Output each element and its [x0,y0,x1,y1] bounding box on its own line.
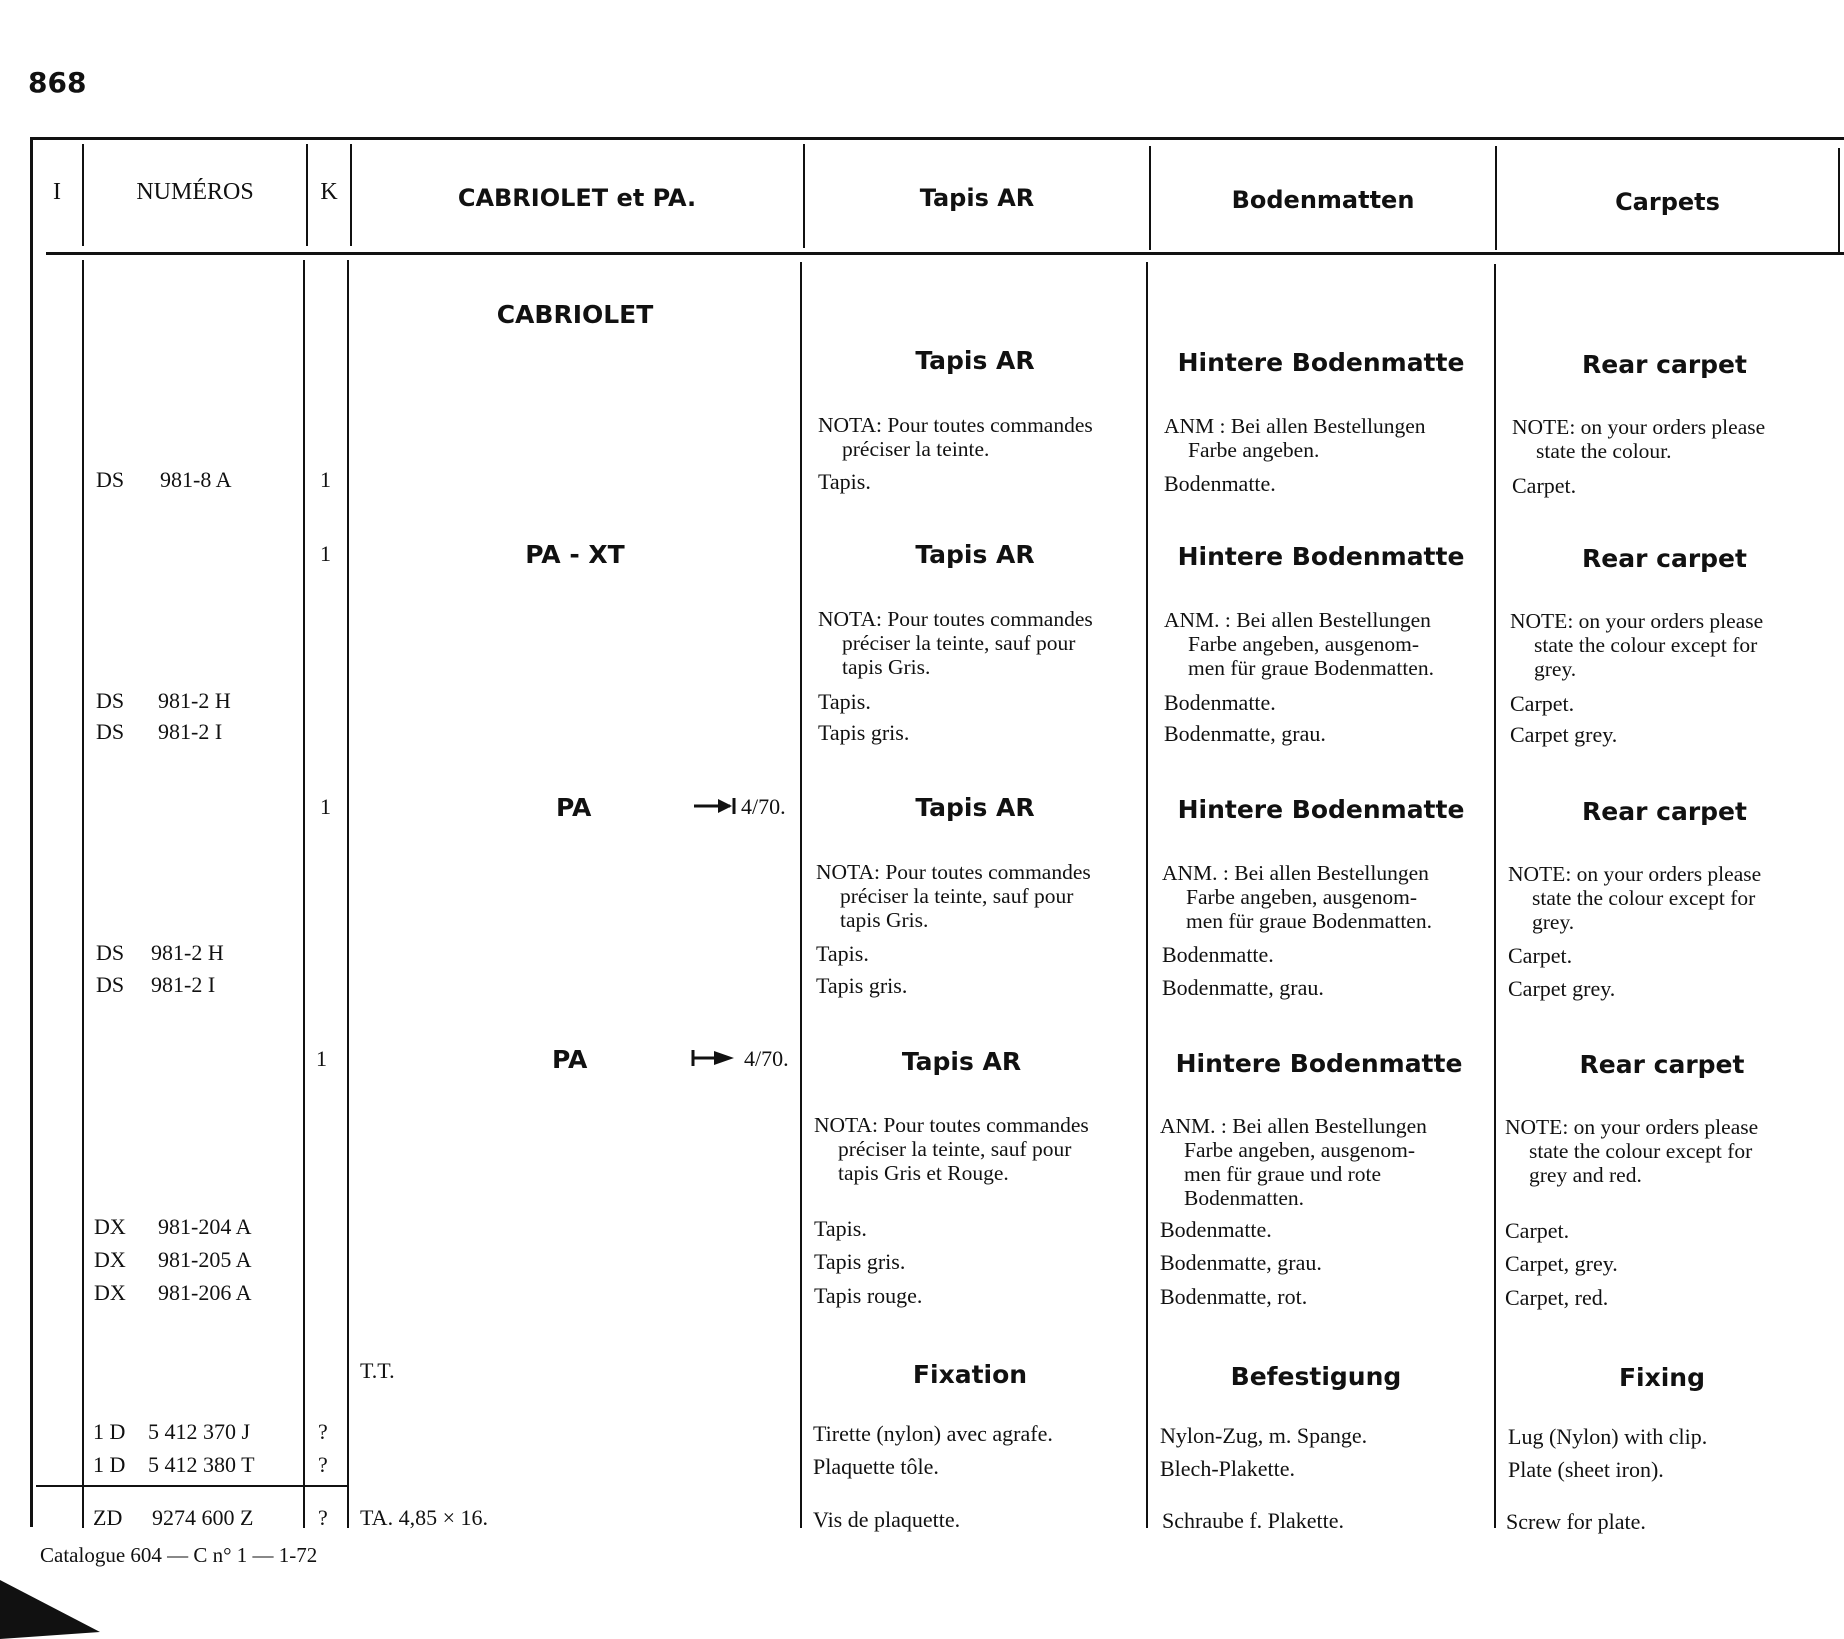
section-title-en: Rear carpet [1582,350,1747,379]
part-number: 981-2 I [151,972,216,997]
col-divider-fr-body [1146,262,1148,1528]
section-title-de: Hintere Bodenmatte [1177,542,1465,571]
header-rule [46,252,1844,255]
part-desc-de: Bodenmatte, rot. [1160,1284,1308,1309]
nota-de: ANM. : Bei allen Bestellungen Farbe angeben, ausgenom- men für graue Bodenmatten. [1162,861,1432,933]
part-desc-de: Schraube f. Plakette. [1162,1508,1345,1533]
header-col-german: Bodenmatten [1231,186,1415,214]
section-title-en: Rear carpet [1582,544,1747,573]
from-date-arrow-icon [690,1048,736,1068]
part-prefix: DS [96,972,125,997]
part-number: 5 412 380 T [148,1452,255,1477]
section-k: 1 [320,541,331,566]
section-title-fr: Tapis AR [915,346,1035,375]
part-desc-de: Bodenmatte, grau. [1160,1250,1322,1275]
nota-de: ANM : Bei allen Bestellungen Farbe angeben. [1164,414,1426,462]
section-k: 1 [320,794,331,819]
part-desc-en: Carpet. [1505,1218,1570,1243]
part-desc-en: Carpet. [1508,943,1573,968]
part-desc-fr: Tapis. [816,941,869,966]
header-col-numeros: NUMÉROS [136,179,254,205]
header-col-model: CABRIOLET et PA. [457,184,697,212]
col-divider-model-body [800,262,802,1528]
col-divider-en [1838,148,1840,252]
col-divider-numeros-body [303,260,305,1528]
nota-fr: NOTA: Pour toutes commandes préciser la teinte. [818,413,1093,461]
col-divider-de-body [1494,264,1496,1528]
section-title-en: Rear carpet [1582,797,1747,826]
header-col-french: Tapis AR [919,184,1035,212]
part-prefix: DX [94,1247,126,1272]
part-number: 5 412 370 J [148,1419,251,1444]
section-k: 1 [316,1046,327,1071]
section-model: PA [556,793,592,822]
header-col-k: K [320,179,338,205]
part-desc-fr: Tirette (nylon) avec agrafe. [813,1421,1053,1446]
part-desc-en: Screw for plate. [1506,1509,1646,1534]
part-k: ? [318,1505,328,1530]
part-prefix: DX [94,1280,126,1305]
section-title-de: Hintere Bodenmatte [1177,795,1465,824]
nota-de: ANM. : Bei allen Bestellungen Farbe angeben, ausgenom- men für graue und rote Bodenmatten. [1160,1114,1427,1210]
part-desc-fr: Tapis rouge. [814,1283,923,1308]
section-title-fr: Tapis AR [915,540,1035,569]
part-number: 981-206 A [158,1280,252,1305]
nota-en: NOTE: on your orders please state the colour except for grey. [1508,862,1762,934]
part-desc-fr: Vis de plaquette. [813,1507,961,1532]
part-number: 981-2 H [158,688,231,713]
nota-en: NOTE: on your orders please state the colour. [1512,415,1766,463]
part-desc-de: Bodenmatte. [1164,471,1276,496]
header-col-i: I [53,179,61,205]
header-col-english: Carpets [1615,188,1720,216]
part-desc-en: Plate (sheet iron). [1508,1457,1664,1482]
part-desc-en: Lug (Nylon) with clip. [1508,1424,1708,1449]
col-divider-i-body [82,260,84,1528]
part-desc-fr: Tapis. [818,689,871,714]
scan-corner-mark [0,1580,110,1639]
section-model: CABRIOLET [496,300,654,329]
last-row-rule [36,1485,348,1487]
section-title-fr: Tapis AR [901,1047,1022,1076]
part-desc-en: Carpet. [1512,473,1577,498]
part-desc-de: Bodenmatte. [1164,690,1276,715]
part-number: 981-205 A [158,1247,252,1272]
fixing-model: T.T. [360,1358,395,1383]
nota-fr: NOTA: Pour toutes commandes préciser la teinte, sauf pour tapis Gris et Rouge. [814,1113,1089,1185]
part-k: 1 [320,467,331,492]
part-desc-de: Bodenmatte. [1160,1217,1272,1242]
part-prefix: DS [96,688,125,713]
nota-de: ANM. : Bei allen Bestellungen Farbe angeben, ausgenom- men für graue Bodenmatten. [1164,608,1434,680]
nota-fr: NOTA: Pour toutes commandes préciser la teinte, sauf pour tapis Gris. [816,860,1091,932]
fixing-title-de: Befestigung [1230,1362,1402,1391]
part-number: 981-2 I [158,719,223,744]
page-number: 868 [28,66,87,99]
part-prefix: 1 D [93,1452,126,1477]
part-number: 981-204 A [158,1214,252,1239]
part-desc-fr: Tapis. [818,469,871,494]
part-prefix: ZD [93,1505,123,1530]
part-desc-de: Bodenmatte, grau. [1162,975,1324,1000]
col-divider-k-body [347,260,349,1528]
fixing-title-en: Fixing [1618,1363,1706,1392]
section-date: 4/70. [744,1046,789,1071]
part-prefix: DS [96,719,125,744]
part-desc-de: Nylon-Zug, m. Spange. [1160,1423,1368,1448]
part-desc-en: Carpet, red. [1505,1285,1609,1310]
part-desc-de: Bodenmatte. [1162,942,1274,967]
part-desc-en: Carpet grey. [1510,722,1618,747]
part-prefix: DS [96,940,125,965]
part-desc-en: Carpet, grey. [1505,1251,1618,1276]
section-title-de: Hintere Bodenmatte [1177,348,1465,377]
catalogue-footer: Catalogue 604 — C n° 1 — 1-72 [40,1543,318,1567]
part-desc-fr: Tapis gris. [816,973,908,998]
part-k: ? [318,1419,328,1444]
part-prefix: 1 D [93,1419,126,1444]
part-desc-fr: Plaquette tôle. [813,1454,939,1479]
nota-en: NOTE: on your orders please state the colour except for grey. [1510,609,1764,681]
part-desc-fr: Tapis gris. [814,1249,906,1274]
up-to-date-arrow-icon [692,796,738,816]
part-prefix: DS [96,467,125,492]
part-k: ? [318,1452,328,1477]
section-date: 4/70. [741,794,786,819]
fixing-title-fr: Fixation [912,1360,1028,1389]
part-desc-fr: Tapis. [814,1216,867,1241]
part-number: 9274 600 Z [152,1505,254,1530]
part-desc-en: Carpet grey. [1508,976,1616,1001]
section-title-en: Rear carpet [1579,1050,1745,1079]
part-desc-en: Carpet. [1510,691,1575,716]
left-border [30,137,33,1527]
section-title-fr: Tapis AR [915,793,1035,822]
section-model: PA - XT [525,540,625,569]
nota-fr: NOTA: Pour toutes commandes préciser la teinte, sauf pour tapis Gris. [818,607,1093,679]
part-number: 981-2 H [151,940,224,965]
top-rule [30,137,1844,140]
section-title-de: Hintere Bodenmatte [1175,1049,1463,1078]
section-model: PA [552,1045,588,1074]
part-number: 981-8 A [160,467,232,492]
part-model: TA. 4,85 × 16. [360,1505,488,1530]
part-desc-fr: Tapis gris. [818,720,910,745]
part-desc-de: Bodenmatte, grau. [1164,721,1326,746]
nota-en: NOTE: on your orders please state the colour except for grey and red. [1505,1115,1759,1187]
part-desc-de: Blech-Plakette. [1160,1456,1296,1481]
part-prefix: DX [94,1214,126,1239]
